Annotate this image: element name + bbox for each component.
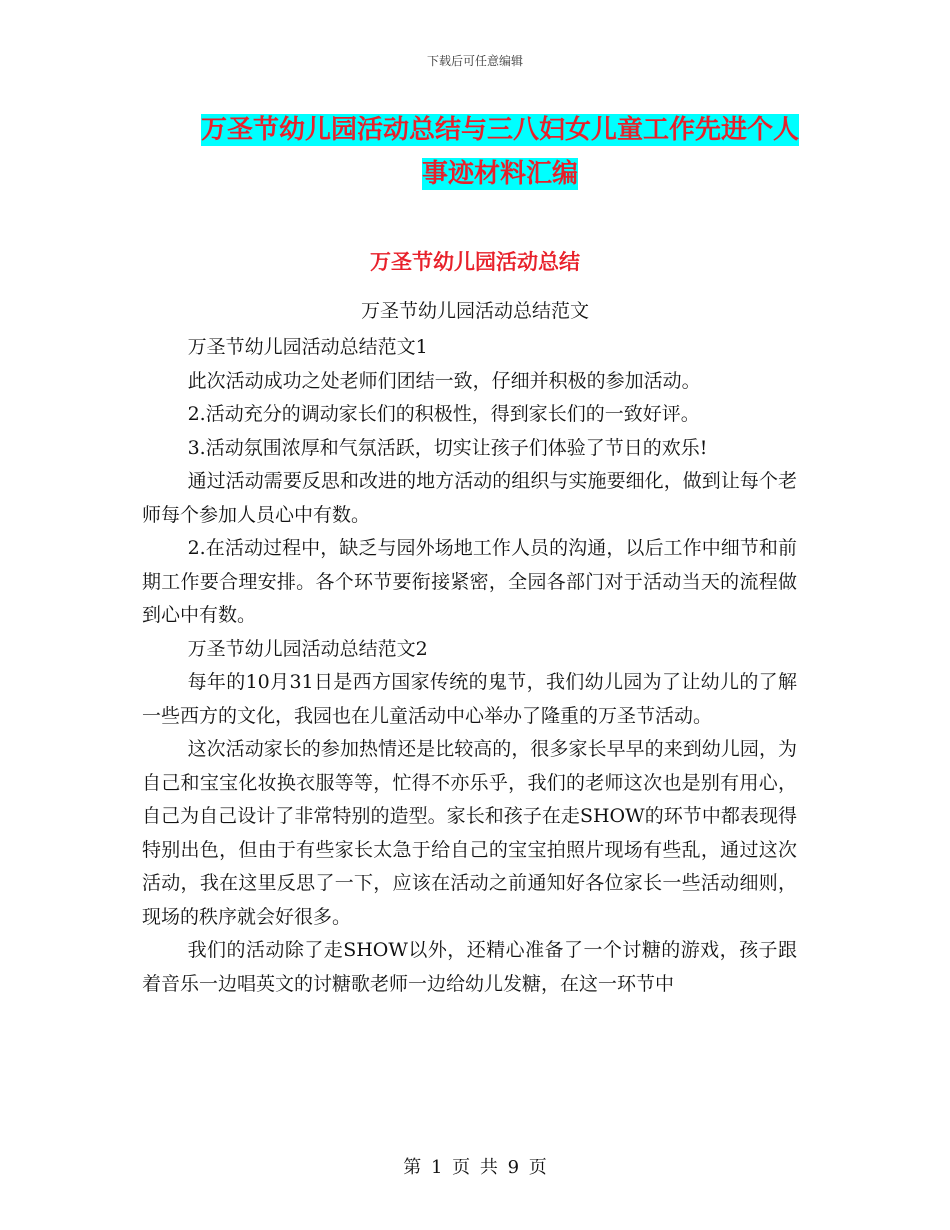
paragraph: 通过活动需要反思和改进的地方活动的组织与实施要细化，做到让每个老师每个参加人员心中有数。 <box>142 470 797 526</box>
paragraph: 2.在活动过程中，缺乏与园外场地工作人员的沟通，以后工作中细节和前期工作要合理安排。各个环节要衔接紧密，全园各部门对于活动当天的流程做到心中有数。 <box>142 537 797 626</box>
document-title <box>150 108 850 196</box>
page-footer: 第 1 页 共 9 页 <box>403 1157 547 1178</box>
document-title-line-2: 事迹材料汇编 <box>421 159 578 189</box>
paragraph: 万圣节幼儿园活动总结范文1 <box>187 336 428 358</box>
paragraph: 万圣节幼儿园活动总结范文2 <box>187 637 428 660</box>
paragraph: 此次活动成功之处老师们团结一致，仔细并积极的参加活动。 <box>187 369 701 392</box>
document-title-line-1: 万圣节幼儿园活动总结与三八妇女儿童工作先进个人 <box>200 115 799 145</box>
document-body <box>142 331 797 1001</box>
paragraph: 2.活动充分的调动家长们的积极性，得到家长们的一致好评。 <box>187 403 700 425</box>
sub-heading: 万圣节幼儿园活动总结范文 <box>360 300 589 322</box>
header-note: 下载后可任意编辑 <box>426 54 523 68</box>
paragraph: 3.活动氛围浓厚和气氛活跃，切实让孩子们体验了节日的欢乐! <box>187 436 708 459</box>
paragraph: 这次活动家长的参加热情还是比较高的，很多家长早早的来到幼儿园，为自己和宝宝化妆换衣服等等，忙得不亦乐乎，我们的老师这次也是别有用心，自己为自己设计了非常特别的造型。家长和孩子在走SHOW的环节中都表现得特别出色，但由于有些家长太急于给自己的宝宝拍照片现场有些乱，通过这次活动，我在这里反思了一下，应该在活动之前通知好各位家长一些活动细则，现场的秩序就会好很多。 <box>142 738 797 928</box>
section-heading: 万圣节幼儿园活动总结 <box>370 250 580 274</box>
paragraph: 每年的10月31日是西方国家传统的鬼节，我们幼儿园为了让幼儿的了解一些西方的文化，我园也在儿童活动中心举办了隆重的万圣节活动。 <box>142 671 797 727</box>
paragraph: 我们的活动除了走SHOW以外，还精心准备了一个讨糖的游戏，孩子跟着音乐一边唱英文的讨糖歌老师一边给幼儿发糖，在这一环节中 <box>142 939 797 995</box>
